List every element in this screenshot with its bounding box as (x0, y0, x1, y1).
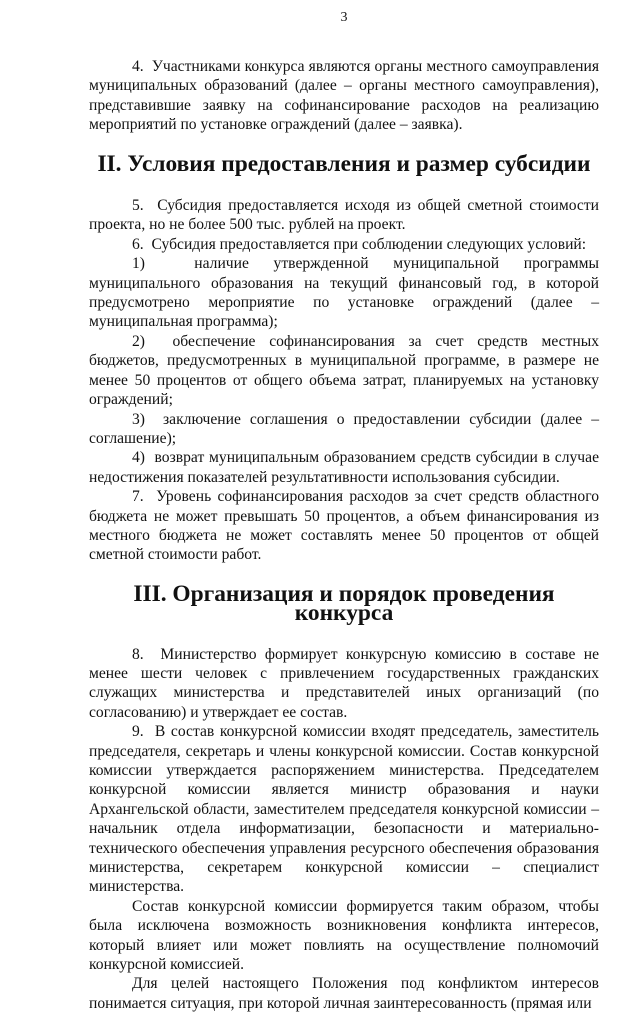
condition-1: 1) наличие утвержденной муниципальной программы муниципального образования на текущий финансовый год, в которой предусмотрено мероприятие по установке ограждений (далее – муниципальная программа); (89, 255, 599, 331)
paragraph-7: 7. Уровень софинансирования расходов за счет средств областного бюджета не может превышать 50 процентов, а объем финансирования из местного бюджета не может составлять менее 50 процентов от общей сметной стоимости работ. (89, 488, 599, 564)
paragraph-9: 9. В состав конкурсной комиссии входят председатель, заместитель председателя, секретарь и члены конкурсной комиссии. Состав конкурсной комиссии утверждается распоряжением министерства. Председателем конкурсной комиссии является министр образования и науки Архангельской области, заместителем председателя конкурсной комиссии – начальник отдела информатизации, безопасности и материально-технического обеспечения управления ресурсного обеспечения образования министерства, секретарем конкурсной комиссии – специалист министерства. (89, 723, 599, 896)
condition-4: 4) возврат муниципальным образованием средств субсидии в случае недостижения показателей результативности использования субсидии. (89, 449, 599, 486)
paragraph-4: 4. Участниками конкурса являются органы местного самоуправления муниципальных образований (далее – органы местного самоуправления), представившие заявку на софинансирование расходов на реализацию мероприятий по установке ограждений (далее – заявка). (89, 58, 599, 134)
condition-2: 2) обеспечение софинансирования за счет средств местных бюджетов, предусмотренных в муниципальной программе, в размере не менее 50 процентов от общего объема затрат, планируемых на установку ограждений; (89, 332, 599, 409)
paragraph-6: 6. Субсидия предоставляется при соблюдении следующих условий: (132, 235, 587, 253)
section-heading-2: II. Условия предоставления и размер субсидии (97, 150, 591, 177)
paragraph-5: 5. Субсидия предоставляется исходя из общей сметной стоимости проекта, но не более 500 тыс. рублей на проект. (89, 197, 599, 234)
section-heading-3: III. Организация и порядок проведения конкурса (133, 580, 555, 627)
paragraph-commission-composition: Состав конкурсной комиссии формируется таким образом, чтобы была исключена возможность возникновения конфликта интересов, который влияет или может повлиять на осуществление полномочий конкурсной комиссией. (89, 897, 599, 974)
page-number: 3 (340, 10, 348, 25)
condition-3: 3) заключение соглашения о предоставлении субсидии (далее – соглашение); (89, 410, 599, 447)
paragraph-conflict-of-interest: Для целей настоящего Положения под конфликтом интересов понимается ситуация, при которой личная заинтересованность (прямая или (89, 975, 599, 1012)
paragraph-8: 8. Министерство формирует конкурсную комиссию в составе не менее шести человек с привлечением государственных гражданских служащих министерства и представителей иных организаций (по согласованию) и утверждает ее состав. (89, 645, 599, 721)
